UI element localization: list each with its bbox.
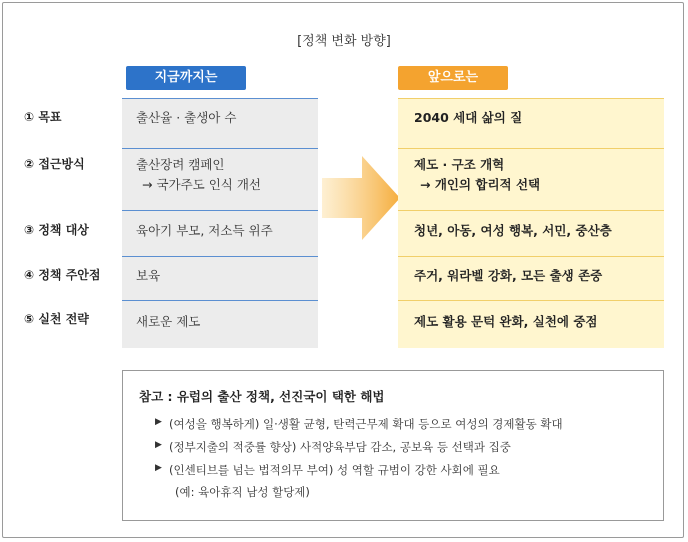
past-cell-approach: [122, 148, 318, 210]
future-focus-text: 주거, 워라벨 강화, 모든 출생 존중: [414, 268, 603, 283]
past-cell-goal: [122, 98, 318, 148]
reference-note: [122, 370, 664, 521]
row-label-strategy: ⑤ 실천 전략: [24, 312, 89, 326]
past-focus-text: 보육: [136, 268, 161, 283]
future-approach-text: 제도 · 구조 개혁: [414, 157, 505, 172]
future-approach-subtext: → 개인의 합리적 선택: [420, 177, 541, 192]
future-cell-goal: [398, 98, 664, 148]
note-title: 참고 : 유럽의 출산 정책, 선진국이 택한 해법: [139, 389, 385, 404]
triangle-right-icon: ▶: [155, 463, 162, 473]
future-cell-strategy: [398, 300, 664, 348]
future-column: [398, 98, 664, 348]
note-item: [155, 439, 511, 455]
past-strategy-text: 새로운 제도: [136, 314, 201, 329]
future-target-text: 청년, 아동, 여성 행복, 서민, 중산층: [414, 223, 612, 238]
note-example: (예: 육아휴직 남성 할당제): [175, 485, 310, 499]
future-cell-approach: [398, 148, 664, 210]
row-label-approach: ② 접근방식: [24, 157, 85, 171]
page-title: [정책 변화 방향]: [297, 34, 391, 49]
row-label-focus: ④ 정책 주안점: [24, 268, 101, 282]
note-item-text: (인센티브를 넘는 법적의무 부여) 성 역할 규범이 강한 사회에 필요: [169, 463, 500, 477]
header-future: 앞으로는: [398, 66, 508, 90]
note-item: [155, 416, 563, 432]
note-item-text: (여성을 행복하게) 일·생활 균형, 탄력근무제 확대 등으로 여성의 경제활동 확대: [169, 417, 563, 431]
triangle-right-icon: ▶: [155, 440, 162, 450]
future-goal-text: 2040 세대 삶의 질: [414, 110, 523, 125]
header-past: 지금까지는: [126, 66, 246, 90]
past-cell-target: [122, 210, 318, 256]
past-column: [122, 98, 318, 348]
note-item: [155, 462, 500, 478]
past-goal-text: 출산율 · 출생아 수: [136, 110, 237, 125]
row-label-target: ③ 정책 대상: [24, 223, 89, 237]
past-approach-subtext: → 국가주도 인식 개선: [142, 177, 261, 192]
past-target-text: 육아기 부모, 저소득 위주: [136, 223, 273, 238]
note-item-text: (정부지출의 적중률 향상) 사적양육부담 감소, 공보육 등 선택과 집중: [169, 440, 511, 454]
past-approach-text: 출산장려 캠페인: [136, 157, 225, 172]
transition-arrow-icon: [322, 156, 402, 240]
row-label-goal: ① 목표: [24, 110, 62, 124]
future-cell-focus: [398, 256, 664, 300]
triangle-right-icon: ▶: [155, 417, 162, 427]
past-cell-focus: [122, 256, 318, 300]
past-cell-strategy: [122, 300, 318, 348]
future-cell-target: [398, 210, 664, 256]
future-strategy-text: 제도 활용 문턱 완화, 실천에 중점: [414, 314, 598, 329]
